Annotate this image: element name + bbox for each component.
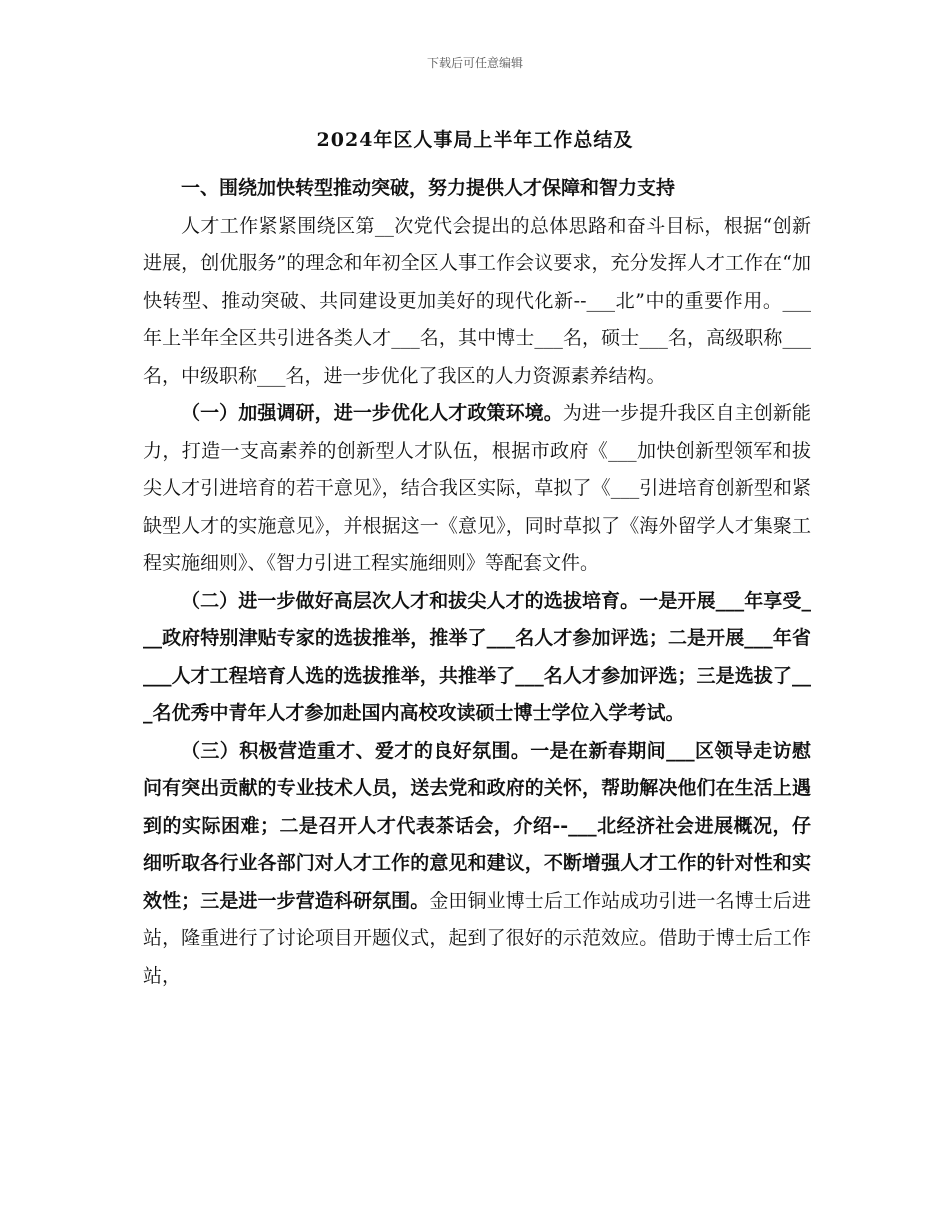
paragraph-2: （二）进一步做好高层次人才和拔尖人才的选拔培育。一是开展___年享受___政府特别津贴专家的选拔推举，推举了___名人才参加评选；二是开展___年省___人才工程培育人选的选拔推举，共推举了___名人才参加评选；三是选拔了___名优秀中青年人才参加赴国内高校攻读硕士博士学位入学考试。 (143, 589, 811, 724)
header-note: 下载后可任意编辑 (426, 56, 523, 70)
paragraph-1 (143, 395, 811, 583)
section-heading: 一、围绕加快转型推动突破，努力提供人才保障和智力支持 (181, 177, 676, 199)
paragraph-3-lead: （三）积极营造重才、爱才的良好氛围。一是在新春期间___区领导走访慰问有突出贡献的专业技术人员，送去党和政府的关怀，帮助解决他们在生活上遇到的实际困难；二是召开人才代表茶话会，介绍--___北经济社会进展概况，仔细听取各行业各部门对人才工作的意见和建议，不断增强人才工作的针对性和实效性；三是进一步营造科研氛围。 (143, 739, 811, 912)
paragraph-3 (143, 733, 811, 996)
intro-paragraph: 人才工作紧紧围绕区第__次党代会提出的总体思路和奋斗目标，根据“创新进展，创优服务”的理念和年初全区人事工作会议要求，充分发挥人才工作在“加快转型、推动突破、共同建设更加美好的现代化新--___北”中的重要作用。___年上半年全区共引进各类人才___名，其中博士___名，硕士___名，高级职称___名，中级职称___名，进一步优化了我区的人力资源素养结构。 (143, 214, 811, 387)
paragraph-3-text: 金田铜业博士后工作站成功引进一名博士后进站，隆重进行了讨论项目开题仪式，起到了很好的示范效应。借助于博士后工作站， (143, 889, 811, 987)
document-title: 2024年区人事局上半年工作总结及 (316, 129, 634, 151)
paragraph-1-lead: （一）加强调研，进一步优化人才政策环境。 (181, 402, 563, 424)
paragraph-1-text: 为进一步提升我区自主创新能力，打造一支高素养的创新型人才队伍，根据市政府《___加快创新型领军和拔尖人才引进培育的若干意见》，结合我区实际，草拟了《___引进培育创新型和紧缺型人才的实施意见》，并根据这一《意见》，同时草拟了《海外留学人才集聚工程实施细则》、《智力引进工程实施细则》等配套文件。 (143, 402, 811, 574)
document-body (143, 170, 811, 995)
